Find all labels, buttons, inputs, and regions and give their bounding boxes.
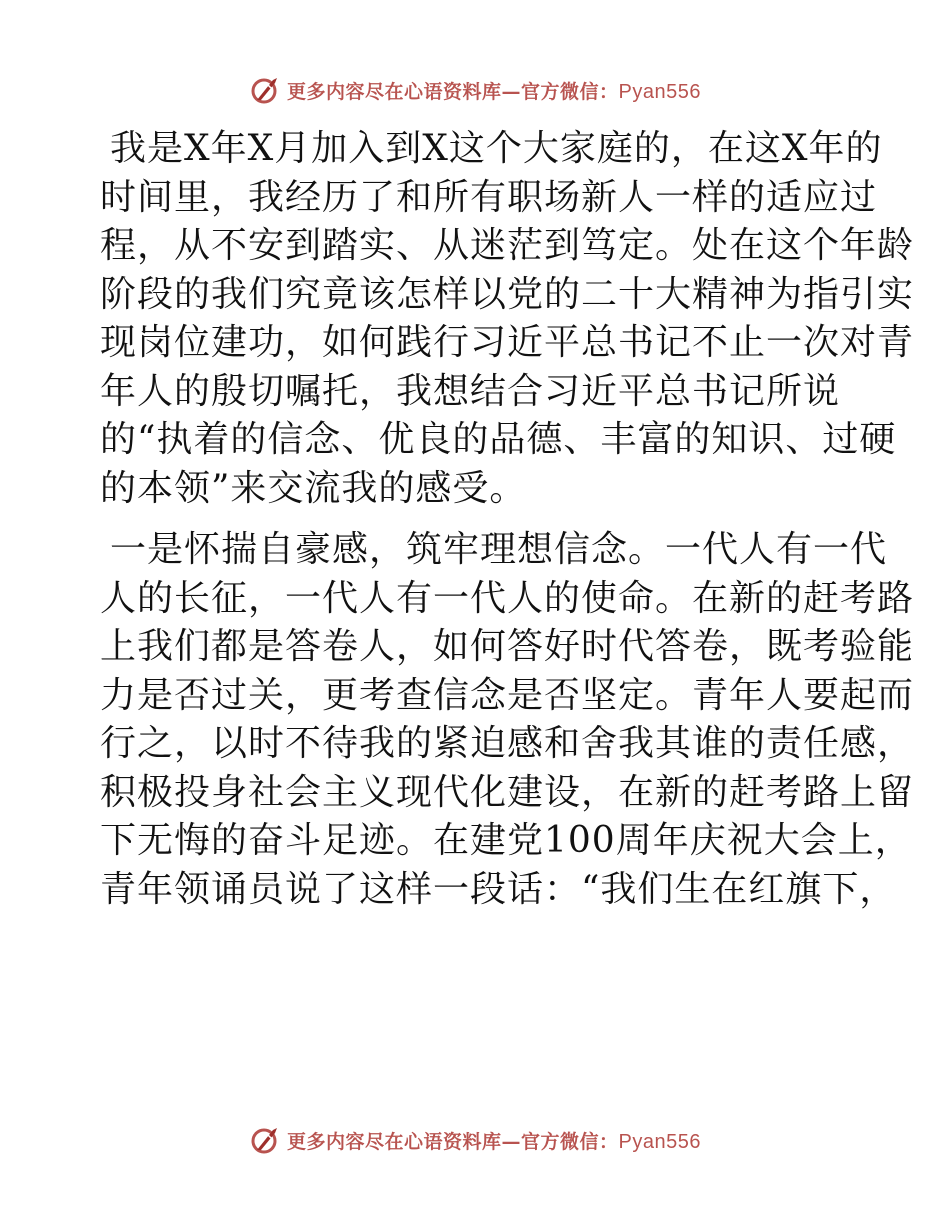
text-line: 的“执着的信念、优良的品德、丰富的知识、过硬 <box>100 419 897 460</box>
paragraph-1 <box>100 125 915 513</box>
text-line: 程，从不安到踏实、从迷茫到笃定。处在这个年龄 <box>100 225 915 266</box>
banner-label: 更多内容尽在心语资料库—官方微信：Pyan556 <box>287 1130 701 1153</box>
text-line: 下无悔的奋斗足迹。在建党100周年庆祝大会上， <box>100 820 912 861</box>
text-line: 我是X年X月加入到X这个大家庭的，在这X年的 <box>110 128 883 169</box>
wechat-id: Pyan556 <box>618 80 701 103</box>
top-banner <box>0 70 950 110</box>
text-line: 现岗位建功，如何践行习近平总书记不止一次对青 <box>100 322 915 363</box>
text-line: 积极投身社会主义现代化建设，在新的赶考路上留 <box>100 771 915 813</box>
quill-pen-logo-icon <box>249 1124 281 1156</box>
text-line: 人的长征，一代人有一代人的使命。在新的赶考路 <box>100 577 915 619</box>
text-line: 的本领”来交流我的感受。 <box>100 467 527 509</box>
text-line: 行之，以时不待我的紧迫感和舍我其谁的责任感， <box>100 723 915 764</box>
banner-label: 更多内容尽在心语资料库—官方微信：Pyan556 <box>287 80 701 103</box>
text-line: 阶段的我们究竟该怎样以党的二十大精神为指引实 <box>100 273 915 315</box>
text-line: 上我们都是答卷人，如何答好时代答卷，既考验能 <box>100 626 915 667</box>
quill-pen-logo-icon <box>249 74 281 106</box>
document-body <box>100 125 915 914</box>
text-line: 一是怀揣自豪感，筑牢理想信念。一代人有一代 <box>110 529 888 570</box>
paragraph-2 <box>100 526 915 914</box>
text-line: 青年领诵员说了这样一段话：“我们生在红旗下， <box>100 868 897 910</box>
bottom-banner <box>0 1120 950 1160</box>
paragraph-gap <box>100 513 860 526</box>
text-line: 力是否过关，更考查信念是否坚定。青年人要起而 <box>100 674 915 716</box>
wechat-id: Pyan556 <box>618 1130 701 1153</box>
text-line: 年人的殷切嘱托，我想结合习近平总书记所说 <box>100 370 841 412</box>
text-line: 时间里，我经历了和所有职场新人一样的适应过 <box>100 176 878 218</box>
